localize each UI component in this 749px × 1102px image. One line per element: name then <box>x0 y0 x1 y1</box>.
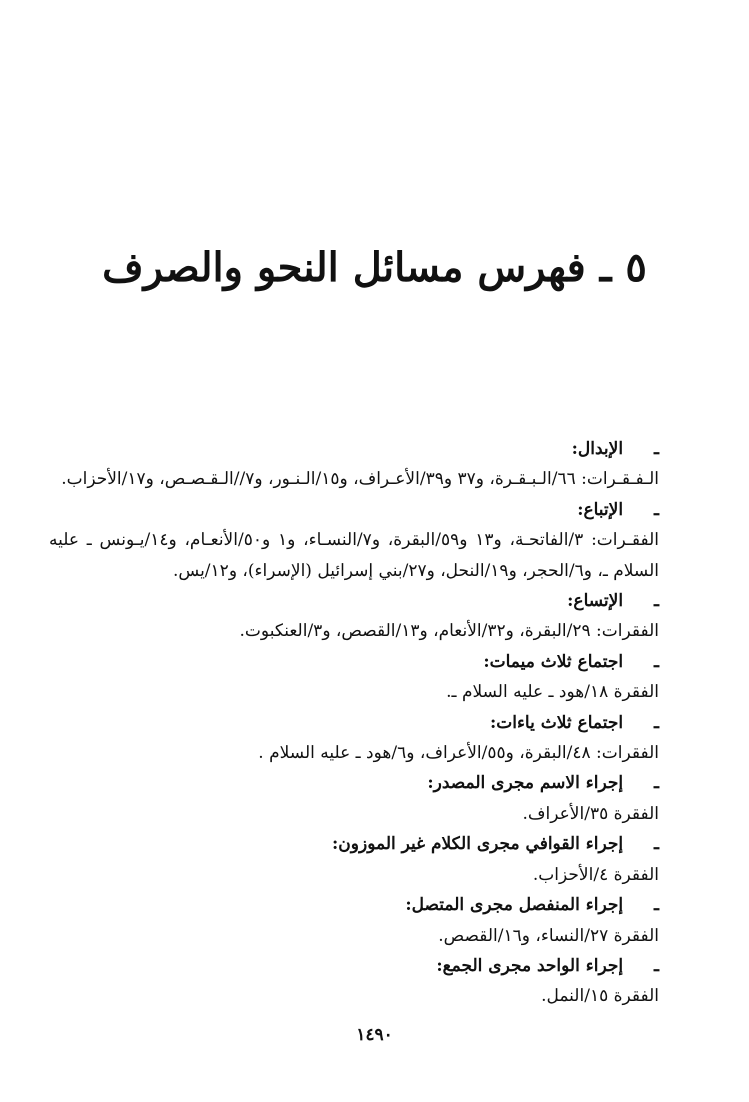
entry-heading-text: الإتباع: <box>577 499 624 520</box>
entry-heading-text: اجتماع ثلاث ميمات: <box>483 651 624 672</box>
entry-references: الـفـقـرات: ٦٦/الـبـقـرة، و٣٧ و٣٩/الأعـراف، و١٥/الـنـور، و٧//الـقـصـص، و١٧/الأحزاب. <box>61 469 659 490</box>
entry-heading <box>49 647 659 677</box>
entry-references: الفقـرات: ٣/الفاتحـة، و١٣ و٥٩/البقرة، و٧/النسـاء، و١ و٥٠/الأنعـام، و١٤/يـونس ـ عليه السلام ـ، و٦/الحجر، و١٩/النحل، و٢٧/بني إسرائيل (الإسراء)، و١٢/يس. <box>49 530 659 581</box>
entry-heading <box>49 495 659 525</box>
entry-dash: ـ <box>654 712 659 733</box>
entry-heading-text: إجراء الاسم مجرى المصدر: <box>427 773 624 794</box>
entry-dash: ـ <box>654 591 659 612</box>
entry-heading-text: اجتماع ثلاث ياءات: <box>489 712 624 733</box>
entry-dash: ـ <box>654 834 659 855</box>
entry-references: الفقرة ٤/الأحزاب. <box>532 864 659 885</box>
entry-dash: ـ <box>654 499 659 520</box>
index-entry <box>49 495 659 586</box>
entry-heading-text: إجراء القوافي مجرى الكلام غير الموزون: <box>332 834 624 855</box>
entry-heading <box>49 434 659 464</box>
entry-heading <box>49 586 659 616</box>
entry-references: الفقرة ١٥/النمل. <box>541 986 659 1007</box>
index-entries <box>49 434 659 1012</box>
entry-heading <box>49 708 659 738</box>
index-entry <box>49 586 659 647</box>
entry-dash: ـ <box>654 439 659 459</box>
entry-references: الفقرات: ٢٩/البقرة، و٣٢/الأنعام، و١٣/القصص، و٣/العنكبوت. <box>239 621 659 642</box>
index-entry <box>49 768 659 829</box>
entry-references: الفقرات: ٤٨/البقرة، و٥٥/الأعراف، و٦/هود ـ عليه السلام . <box>258 743 659 764</box>
page-number: ١٤٩٠ <box>356 1025 393 1045</box>
entry-heading <box>49 829 659 859</box>
entry-heading <box>49 768 659 798</box>
entry-heading <box>49 951 659 981</box>
entry-references: الفقرة ٣٥/الأعراف. <box>522 803 659 824</box>
entry-heading <box>49 890 659 920</box>
entry-heading-text: إجراء المنفصل مجرى المتصل: <box>405 895 624 916</box>
index-title: ٥ ـ فهرس مسائل النحو والصرف <box>102 244 647 291</box>
index-entry <box>49 708 659 769</box>
entry-dash: ـ <box>654 651 659 672</box>
index-entry <box>49 951 659 1012</box>
index-entry <box>49 890 659 951</box>
entry-dash: ـ <box>654 955 659 976</box>
entry-references: الفقرة ١٨/هود ـ عليه السلام ـ. <box>446 682 659 703</box>
entry-heading-text: الإتساع: <box>567 591 624 612</box>
entry-heading-text: الإبدال: <box>571 439 624 459</box>
entry-dash: ـ <box>654 895 659 916</box>
entry-dash: ـ <box>654 773 659 794</box>
index-entry <box>49 647 659 708</box>
entry-heading-text: إجراء الواحد مجرى الجمع: <box>436 955 624 976</box>
index-entry <box>49 829 659 890</box>
index-entry <box>49 434 659 495</box>
entry-references: الفقرة ٢٧/النساء، و١٦/القصص. <box>438 925 659 946</box>
